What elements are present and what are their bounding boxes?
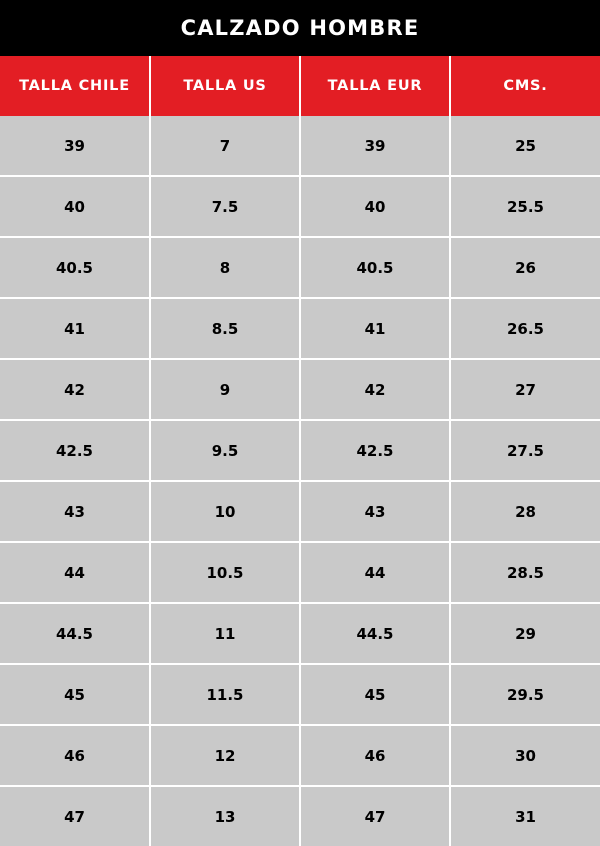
table-body xyxy=(0,116,600,846)
cell-cms: 28 xyxy=(450,481,600,542)
cell-talla-us: 11 xyxy=(150,603,300,664)
cell-cms: 27 xyxy=(450,359,600,420)
table-header-row xyxy=(0,56,600,116)
cell-talla-chile: 43 xyxy=(0,481,150,542)
cell-talla-us: 7 xyxy=(150,116,300,176)
cell-talla-chile: 42.5 xyxy=(0,420,150,481)
cell-talla-us: 8.5 xyxy=(150,298,300,359)
cell-talla-eur: 44.5 xyxy=(300,603,450,664)
column-header-talla-us: TALLA US xyxy=(150,56,300,116)
cell-talla-us: 11.5 xyxy=(150,664,300,725)
cell-talla-eur: 41 xyxy=(300,298,450,359)
cell-talla-eur: 42.5 xyxy=(300,420,450,481)
cell-cms: 26 xyxy=(450,237,600,298)
cell-talla-chile: 44.5 xyxy=(0,603,150,664)
table-row xyxy=(0,664,600,725)
table-row xyxy=(0,542,600,603)
cell-talla-us: 10 xyxy=(150,481,300,542)
cell-talla-chile: 39 xyxy=(0,116,150,176)
cell-talla-eur: 40 xyxy=(300,176,450,237)
cell-talla-eur: 47 xyxy=(300,786,450,846)
cell-talla-eur: 45 xyxy=(300,664,450,725)
table-row xyxy=(0,603,600,664)
cell-cms: 29.5 xyxy=(450,664,600,725)
cell-talla-eur: 39 xyxy=(300,116,450,176)
cell-cms: 27.5 xyxy=(450,420,600,481)
page-title: CALZADO HOMBRE xyxy=(0,0,600,56)
cell-talla-us: 8 xyxy=(150,237,300,298)
cell-talla-chile: 45 xyxy=(0,664,150,725)
cell-talla-chile: 40.5 xyxy=(0,237,150,298)
table-row xyxy=(0,725,600,786)
cell-cms: 25.5 xyxy=(450,176,600,237)
table-row xyxy=(0,359,600,420)
column-header-talla-chile: TALLA CHILE xyxy=(0,56,150,116)
cell-cms: 28.5 xyxy=(450,542,600,603)
cell-talla-eur: 40.5 xyxy=(300,237,450,298)
cell-cms: 31 xyxy=(450,786,600,846)
cell-talla-us: 7.5 xyxy=(150,176,300,237)
size-table xyxy=(0,56,600,846)
cell-talla-us: 12 xyxy=(150,725,300,786)
cell-talla-chile: 40 xyxy=(0,176,150,237)
table-row xyxy=(0,116,600,176)
table-row xyxy=(0,176,600,237)
table-row xyxy=(0,786,600,846)
cell-cms: 25 xyxy=(450,116,600,176)
column-header-cms: CMS. xyxy=(450,56,600,116)
table-row xyxy=(0,298,600,359)
table-row xyxy=(0,420,600,481)
cell-talla-eur: 46 xyxy=(300,725,450,786)
cell-talla-us: 13 xyxy=(150,786,300,846)
table-header xyxy=(0,56,600,116)
cell-talla-eur: 43 xyxy=(300,481,450,542)
cell-talla-chile: 46 xyxy=(0,725,150,786)
cell-talla-chile: 42 xyxy=(0,359,150,420)
cell-talla-us: 9 xyxy=(150,359,300,420)
cell-talla-chile: 47 xyxy=(0,786,150,846)
cell-talla-us: 10.5 xyxy=(150,542,300,603)
cell-talla-eur: 42 xyxy=(300,359,450,420)
cell-cms: 26.5 xyxy=(450,298,600,359)
cell-talla-chile: 41 xyxy=(0,298,150,359)
cell-talla-us: 9.5 xyxy=(150,420,300,481)
cell-talla-eur: 44 xyxy=(300,542,450,603)
cell-talla-chile: 44 xyxy=(0,542,150,603)
table-row xyxy=(0,237,600,298)
cell-cms: 29 xyxy=(450,603,600,664)
column-header-talla-eur: TALLA EUR xyxy=(300,56,450,116)
table-row xyxy=(0,481,600,542)
cell-cms: 30 xyxy=(450,725,600,786)
